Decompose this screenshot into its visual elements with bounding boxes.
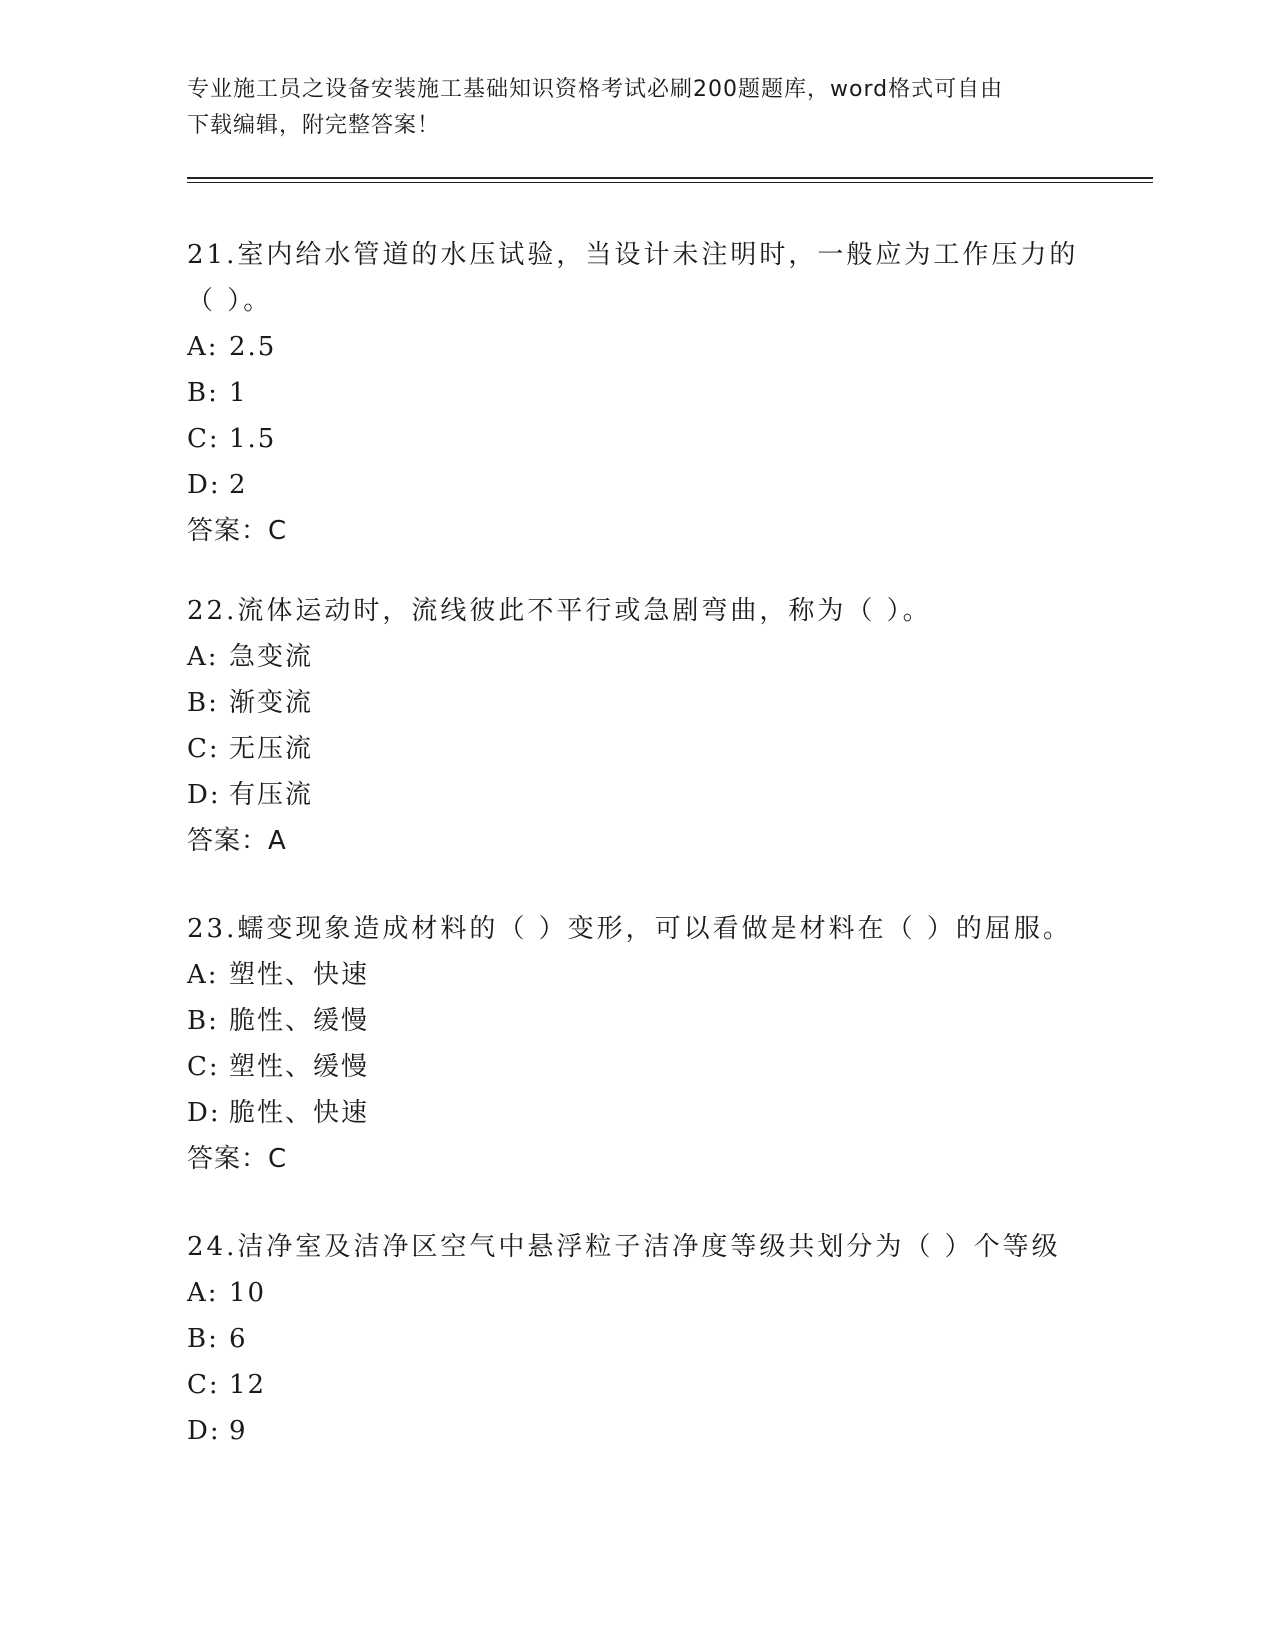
option-c bbox=[187, 1362, 1087, 1408]
option-text: 9 bbox=[229, 1416, 248, 1446]
question-stem: 23.蠕变现象造成材料的（ ）变形，可以看做是材料在（ ）的屈服。 bbox=[187, 914, 1072, 944]
option-b bbox=[187, 998, 1087, 1044]
option-text: 急变流 bbox=[229, 642, 314, 672]
option-a bbox=[187, 634, 1087, 680]
option-label: D: bbox=[187, 470, 221, 500]
option-d bbox=[187, 1408, 1087, 1454]
option-text: 12 bbox=[229, 1370, 267, 1400]
option-text: 1 bbox=[229, 378, 248, 408]
option-text: 1.5 bbox=[229, 424, 277, 454]
header-line-1: 专业施工员之设备安装施工基础知识资格考试必刷200题题库，word格式可自由 bbox=[187, 77, 1004, 102]
option-b bbox=[187, 680, 1087, 726]
option-label: D: bbox=[187, 1416, 221, 1446]
answer: 答案：A bbox=[187, 826, 287, 856]
question-stem: 24.洁净室及洁净区空气中悬浮粒子洁净度等级共划分为（ ）个等级 bbox=[187, 1232, 1061, 1262]
option-label: C: bbox=[187, 1052, 220, 1082]
option-d bbox=[187, 772, 1087, 818]
option-text: 渐变流 bbox=[229, 688, 314, 718]
option-label: D: bbox=[187, 780, 221, 810]
option-c bbox=[187, 1044, 1087, 1090]
option-label: D: bbox=[187, 1098, 221, 1128]
header-line-2: 下载编辑，附完整答案！ bbox=[187, 113, 441, 138]
option-label: A: bbox=[187, 642, 219, 672]
option-c bbox=[187, 416, 1087, 462]
question-stem-continued: （ ）。 bbox=[187, 286, 273, 316]
question-stem: 21.室内给水管道的水压试验，当设计未注明时，一般应为工作压力的 bbox=[187, 240, 1079, 270]
option-label: B: bbox=[187, 378, 219, 408]
option-c bbox=[187, 726, 1087, 772]
option-text: 无压流 bbox=[229, 734, 314, 764]
option-text: 10 bbox=[229, 1278, 267, 1308]
option-text: 脆性、快速 bbox=[229, 1098, 370, 1128]
question-23 bbox=[187, 906, 1087, 1182]
option-a bbox=[187, 324, 1087, 370]
option-d bbox=[187, 1090, 1087, 1136]
header-divider bbox=[187, 177, 1153, 179]
option-text: 有压流 bbox=[229, 780, 314, 810]
question-24 bbox=[187, 1224, 1087, 1454]
option-b bbox=[187, 1316, 1087, 1362]
option-a bbox=[187, 952, 1087, 998]
option-text: 塑性、缓慢 bbox=[229, 1052, 370, 1082]
answer: 答案：C bbox=[187, 1144, 288, 1174]
option-label: B: bbox=[187, 1006, 219, 1036]
answer: 答案：C bbox=[187, 516, 288, 546]
option-text: 脆性、缓慢 bbox=[229, 1006, 370, 1036]
option-d bbox=[187, 462, 1087, 508]
option-label: C: bbox=[187, 424, 220, 454]
option-label: C: bbox=[187, 734, 220, 764]
option-label: B: bbox=[187, 1324, 219, 1354]
option-a bbox=[187, 1270, 1087, 1316]
option-text: 塑性、快速 bbox=[229, 960, 370, 990]
option-text: 2.5 bbox=[229, 332, 277, 362]
option-label: C: bbox=[187, 1370, 220, 1400]
question-21 bbox=[187, 232, 1087, 554]
document-header bbox=[187, 72, 1067, 144]
option-label: A: bbox=[187, 332, 219, 362]
option-text: 6 bbox=[229, 1324, 248, 1354]
header-divider-thin bbox=[187, 182, 1153, 183]
option-label: A: bbox=[187, 960, 219, 990]
option-text: 2 bbox=[229, 470, 248, 500]
question-stem: 22.流体运动时，流线彼此不平行或急剧弯曲，称为（ ）。 bbox=[187, 596, 932, 626]
option-b bbox=[187, 370, 1087, 416]
question-22 bbox=[187, 588, 1087, 864]
option-label: B: bbox=[187, 688, 219, 718]
option-label: A: bbox=[187, 1278, 219, 1308]
